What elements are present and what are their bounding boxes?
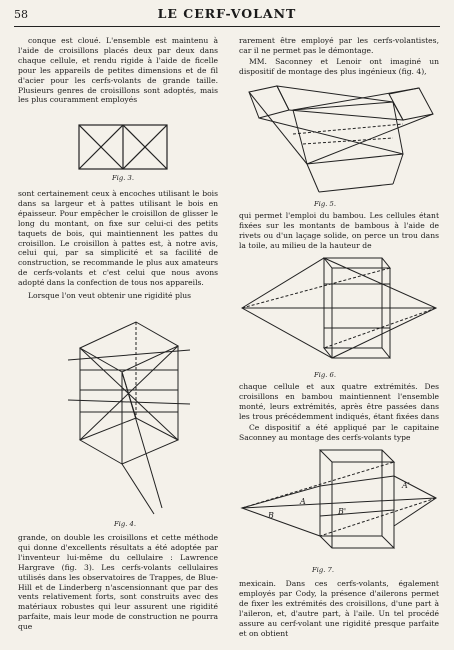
left-text-block-2 bbox=[18, 189, 218, 289]
paragraph: Ce dispositif a été appliqué par le capitaine Saconney au montage des cerfs-volants type bbox=[239, 423, 439, 442]
paragraph: mexicain. Dans ces cerfs-volants, également employés par Cody, la présence d'ailerons permet de fixer les extrémités des croisillons, d'une part à l'aileron, et, d'autre part, à l'aile. Un tel procédé assure au cerf-volant une rigidité presque parfaite et on obtient bbox=[239, 579, 439, 638]
figure-7-label-b: B bbox=[268, 511, 274, 520]
figure-5-drawing bbox=[243, 84, 439, 200]
figure-7-label-a: A bbox=[300, 497, 306, 506]
figure-5-caption: Fig. 5. bbox=[313, 200, 337, 208]
figure-4-caption: Fig. 4. bbox=[113, 520, 137, 528]
figure-7-caption: Fig. 7. bbox=[311, 566, 335, 574]
paragraph: Lorsque l'on veut obtenir une rigidité plus bbox=[28, 291, 192, 300]
right-text-block-5 bbox=[239, 423, 439, 443]
running-title: LE CERF-VOLANT bbox=[157, 6, 297, 21]
paragraph: rarement être employé par les cerfs-volantistes, car il ne permet pas le démontage. bbox=[239, 36, 439, 55]
right-text-block-2 bbox=[239, 57, 439, 77]
right-text-block-4 bbox=[239, 382, 439, 422]
right-text-block-1 bbox=[239, 36, 439, 56]
figure-3-drawing bbox=[78, 124, 168, 172]
paragraph: sont certainement ceux à encoches utilisant le bois dans sa largeur et à pattes utilisant le bois en épaisseur. Pour empêcher le croisillon de glisser le long du montant, on fixe sur celui-ci des petits taquets de bois, qui maintiennent les pattes du croisillon. Le croisillon à pattes est, à notre avis, celui qui, par sa simplicité et sa facilité de construction, se recommande le plus aux amateurs de cerfs-volants et c'est celui que nous avons adopté dans la confection de tous nos appareils. bbox=[18, 189, 218, 288]
figure-6-drawing bbox=[240, 254, 440, 370]
figure-7-drawing bbox=[240, 446, 440, 568]
figure-7-label-b-prime: B' bbox=[338, 507, 347, 516]
left-text-block-3 bbox=[18, 291, 218, 303]
right-text-block-3 bbox=[239, 211, 439, 251]
figure-4-drawing bbox=[58, 308, 198, 520]
right-text-block-6 bbox=[239, 579, 439, 643]
left-text-block-1 bbox=[18, 36, 218, 116]
paragraph: chaque cellule et aux quatre extrémités. Des croisillons en bambou maintiennent l'ensemble monté, leurs extrémités, après être passées dans les trous précédemment indiqués, étant fixées dans bbox=[239, 382, 439, 421]
paragraph: qui permet l'emploi du bambou. Les cellules étant fixées sur les montants de bambous à l'aide de rivets ou d'un laçage solide, on perce un trou dans la toile, au milieu de la hauteur de bbox=[239, 211, 439, 250]
paragraph: conque est cloué. L'ensemble est maintenu à l'aide de croisillons placés deux par deux dans chaque cellule, et rendu rigide à l'aide de ficelle pour les appareils de petites dimensions et de fil d'acier pour les cerfs-volants de grande taille. Plusieurs genres de croisillons sont adoptés, mais les plus couramment employés bbox=[18, 36, 218, 105]
figure-7-label-a-prime: A' bbox=[402, 481, 410, 490]
figure-6-caption: Fig. 6. bbox=[313, 371, 337, 379]
figure-3-caption: Fig. 3. bbox=[111, 174, 135, 182]
paragraph: grande, on double les croisillons et cette méthode qui donne d'excellents résultats a été adoptée par l'inventeur lui-même du cellulaire : Lawrence Hargrave (fig. 3). Les cerfs-volants cellulaires utilisés dans les observatoires de Trappes, de Blue-Hill et de Linderberg n'ascensionnant que par des vents relativement forts, sont construits avec des matériaux robustes qui leur assurent une rigidité parfaite, mais leur mode de construction ne pourra que bbox=[18, 533, 218, 632]
page-header bbox=[14, 4, 440, 27]
paragraph: MM. Saconney et Lenoir ont imaginé un dispositif de montage des plus ingénieux (fig. 4), bbox=[239, 57, 439, 76]
page-number: 58 bbox=[14, 8, 28, 21]
left-text-block-4 bbox=[18, 533, 218, 643]
